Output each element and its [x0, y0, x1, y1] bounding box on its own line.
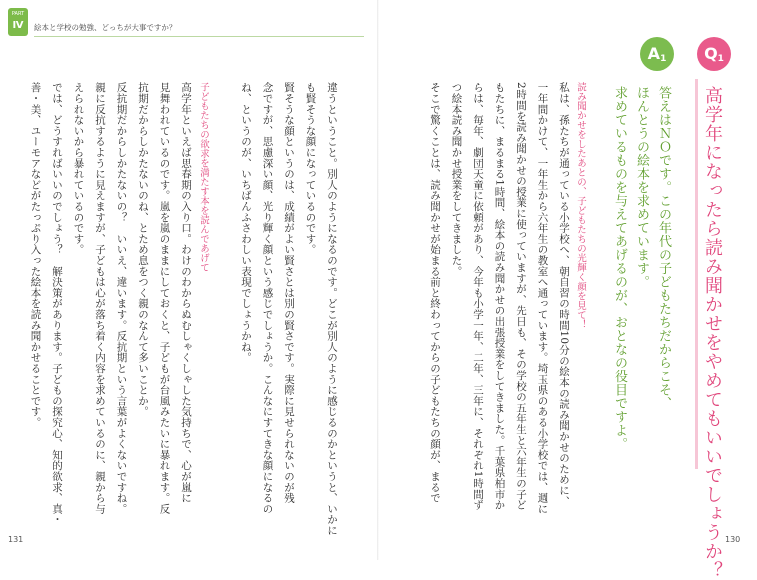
book-spine	[377, 0, 379, 560]
body-line: では、どうすればいいのでしょう？ 解決策があります。子どもの探究心、知的欲求、真・	[51, 82, 63, 525]
body-line: 反抗期だからしかたないの？ いいえ、違います。反抗期という言葉がよくないですね。	[115, 82, 128, 514]
body-line: 一年間かけて、一年生から六年生の教室へ通っています。埼玉県のある小学校では、週に	[536, 82, 549, 514]
page-number-right: 130	[725, 535, 741, 544]
header-divider	[34, 36, 364, 37]
answer-number: 1	[660, 54, 667, 64]
body-line: ね、というのが、いちばんふさわしい表現でしょうかね。	[240, 82, 252, 363]
section2-body	[16, 82, 194, 525]
body-line: 抗期だからしかたないのね、とため息をつく親のなんて多いことか。	[137, 82, 149, 417]
page-number-left: 131	[8, 535, 24, 544]
body-line: 善・美、ユーモアなどがたっぷり入った絵本を読み聞かせることです。	[29, 82, 42, 428]
body-line: も賢そうな顔になっているのです。	[304, 82, 317, 255]
section1-body-left	[228, 82, 340, 536]
running-title: 絵本と学校の勉強、どっちが大事ですか？	[34, 23, 177, 32]
body-line: 見舞われているのです。嵐を嵐のままにしておくと、子どもが台風みたいに暴れます。反	[158, 82, 171, 514]
question-number: 1	[717, 54, 724, 64]
question-marker-letter: Q	[704, 44, 718, 63]
badge-part-number: Ⅳ	[12, 20, 24, 31]
badge-part-label: PART	[11, 11, 25, 17]
body-line: もたちに、まるまる1時間、絵本の読み聞かせの出張授業をしてきました。千葉県柏市か	[493, 82, 506, 511]
body-line: そこで驚くことは、読み聞かせが始まる前と終わってからの子どもたちの顔が、まるで	[429, 82, 441, 504]
answer-line-2: ほんとうの絵本を求めています。	[634, 86, 649, 289]
body-line: 2時間を読み聞かせの授業に使っていますが、先日も、その学校の五年生と六年生の子ど	[515, 82, 527, 511]
question-heading: 高学年になったら読み聞かせをやめてもいいでしょうか？	[702, 86, 723, 580]
section2-heading: 子どもたちの欲求を満たす本を読んであげて	[198, 82, 209, 272]
body-line: 親に反抗するように見えますが、子どもは心が落ち着く内容を求めているのに、親から与	[94, 82, 106, 514]
body-line: 違うということ。別人のようになるのです。どこが別人のように感じるのかというと、いかに	[326, 82, 338, 536]
body-line: 賢そうな顔というのは、成績がよい賢さとは別の賢さです。実際に見せられないのが残	[283, 82, 295, 504]
section1-heading: 読み聞かせをしたあとの、子どもたちの光輝く顔を見て！	[575, 82, 586, 329]
body-line: 私は、孫たちが通っている小学校へ、朝自習の時間10分の絵本の読み聞かせのために、	[558, 82, 570, 507]
answer-line-1: 答えはＮＯです。この年代の子どもたちだからこそ、	[656, 86, 671, 410]
question-accent-line	[695, 79, 698, 469]
part-badge	[8, 8, 28, 36]
section1-body-right	[420, 82, 572, 514]
body-line: らは、毎年、劇団天童に依頼があり、今年も小学一年、二年、三年に、それぞれ1時間ず	[472, 82, 484, 511]
body-line: えられないから暴れているのです。	[72, 82, 85, 255]
answer-marker-letter: A	[647, 44, 661, 63]
answer-line-3: 求めているものを与えてあげるのが、おとなの役目ですよ。	[612, 86, 627, 451]
body-line: 高学年といえば思春期の入り口。わけのわからぬむしゃくしゃした気持ちで、心が嵐に	[180, 82, 192, 504]
body-line: 念ですが、思慮深い顔、光り輝く顔という感じでしょうか。こんなにすてきな顔になるの	[261, 82, 274, 514]
answer-marker	[640, 37, 674, 71]
question-marker	[697, 37, 731, 71]
body-line: つ絵本読み聞かせ授業をしてきました。	[450, 82, 463, 277]
answer-block	[603, 86, 673, 451]
